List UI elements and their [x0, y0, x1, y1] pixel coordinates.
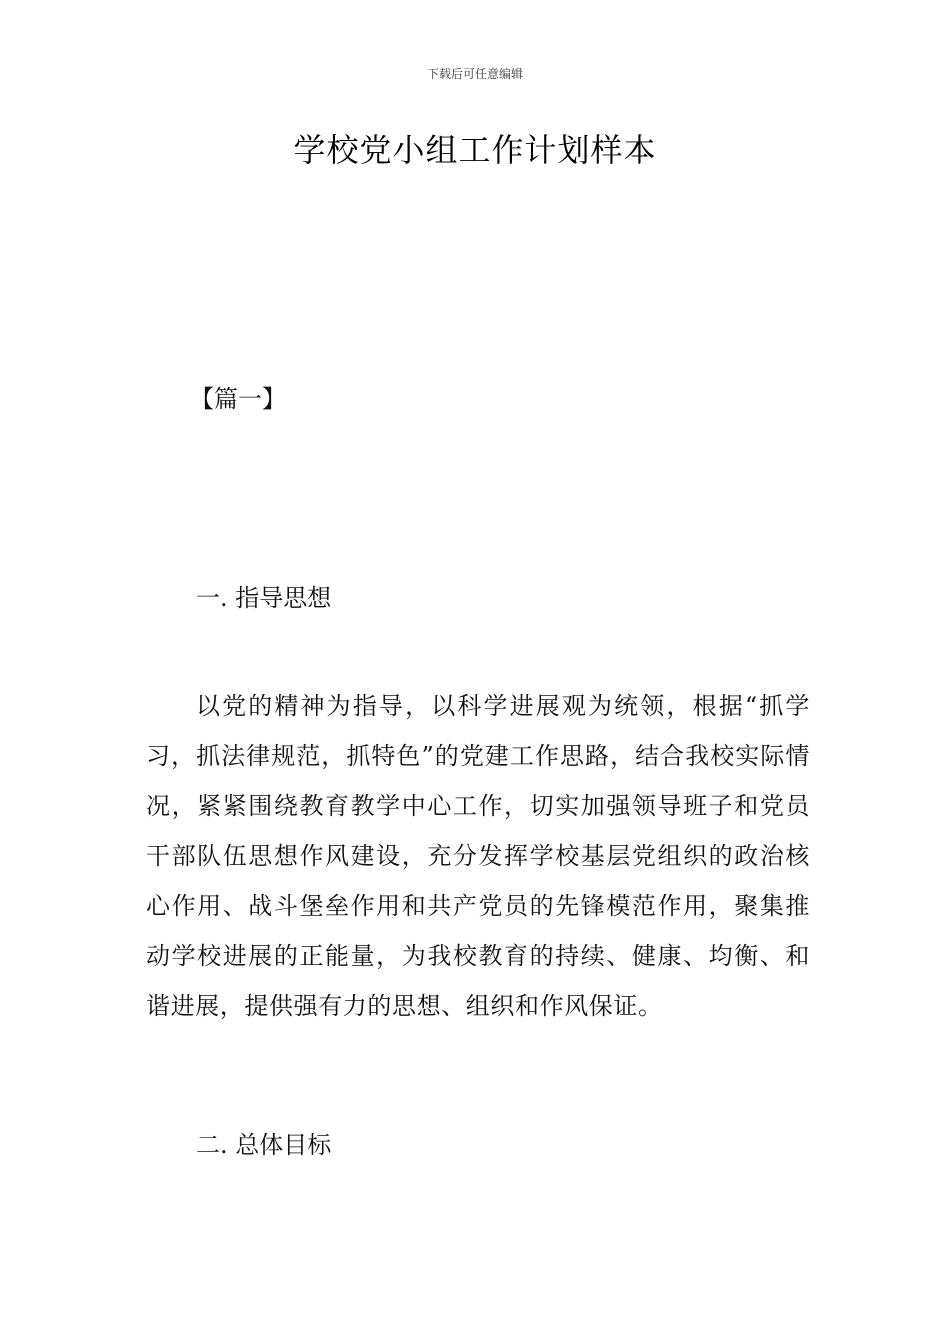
section-heading-guiding-ideology: 一. 指导思想	[196, 584, 332, 612]
section-paragraph-guiding-ideology: 以党的精神为指导，以科学进展观为统领，根据“抓学习，抓法律规范，抓特色”的党建工作思路，结合我校实际情况，紧紧围绕教育教学中心工作，切实加强领导班子和党员干部队伍思想作风建设，充分发挥学校基层党组织的政治核心作用、战斗堡垒作用和共产党员的先锋模范作用，聚集推动学校进展的正能量，为我校教育的持续、健康、均衡、和谐进展，提供强有力的思想、组织和作风保证。	[146, 692, 810, 1020]
section-heading-overall-goal: 二. 总体目标	[196, 1131, 332, 1159]
document-title: 学校党小组工作计划样本	[293, 131, 657, 169]
part-label: 【篇一】	[190, 385, 286, 413]
header-note: 下载后可任意编辑	[426, 67, 523, 81]
